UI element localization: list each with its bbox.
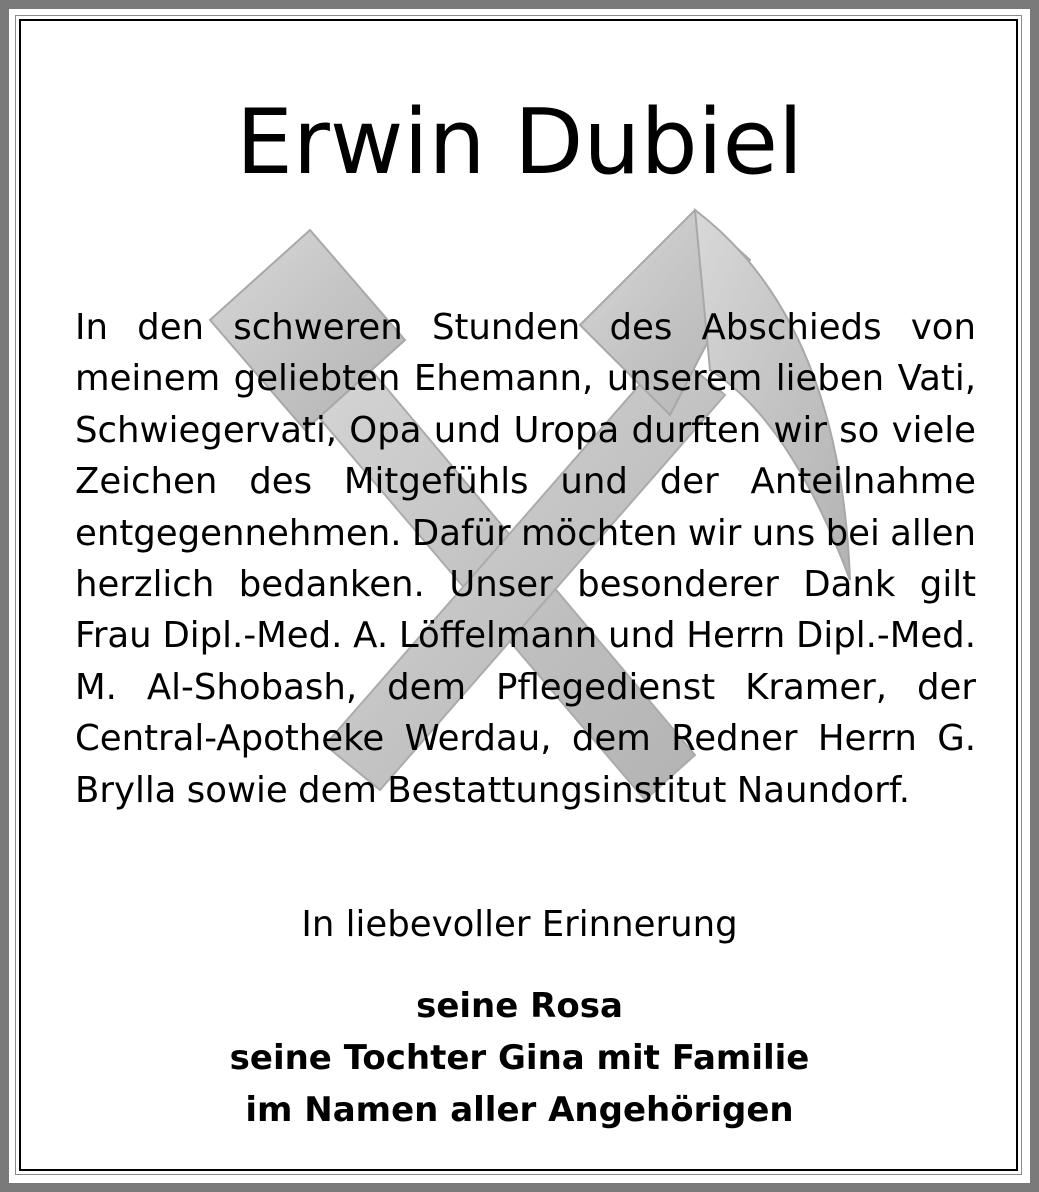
signature-line: seine Tochter Gina mit Familie	[229, 1038, 810, 1078]
thank-you-message: In den schweren Stunden des Abschieds von meinem geliebten Ehemann, unserem lieben Vati, Schwiegervati, Opa und Uropa durften wir so viele Zeichen des Mitgefühls und der Anteilnahme entgegennehmen. Dafür möchten wir uns bei allen herzlich bedanken. Unser besonderer Dank gilt Frau Dipl.-Med. A. Löffelmann und Herrn Dipl.-Med. M. Al-Shobash, dem Pflegedienst Kramer, der Central-Apotheke Werdau, dem Redner Herrn G. Brylla sowie dem Bestattungsinstitut Naundorf.	[75, 307, 976, 811]
signature-block	[0, 980, 1039, 1136]
signature-line: seine Rosa	[416, 986, 623, 1026]
signature-line: im Namen aller Angehörigen	[245, 1090, 794, 1130]
closing-line: In liebevoller Erinnerung	[301, 904, 738, 945]
deceased-name: Erwin Dubiel	[236, 90, 803, 195]
